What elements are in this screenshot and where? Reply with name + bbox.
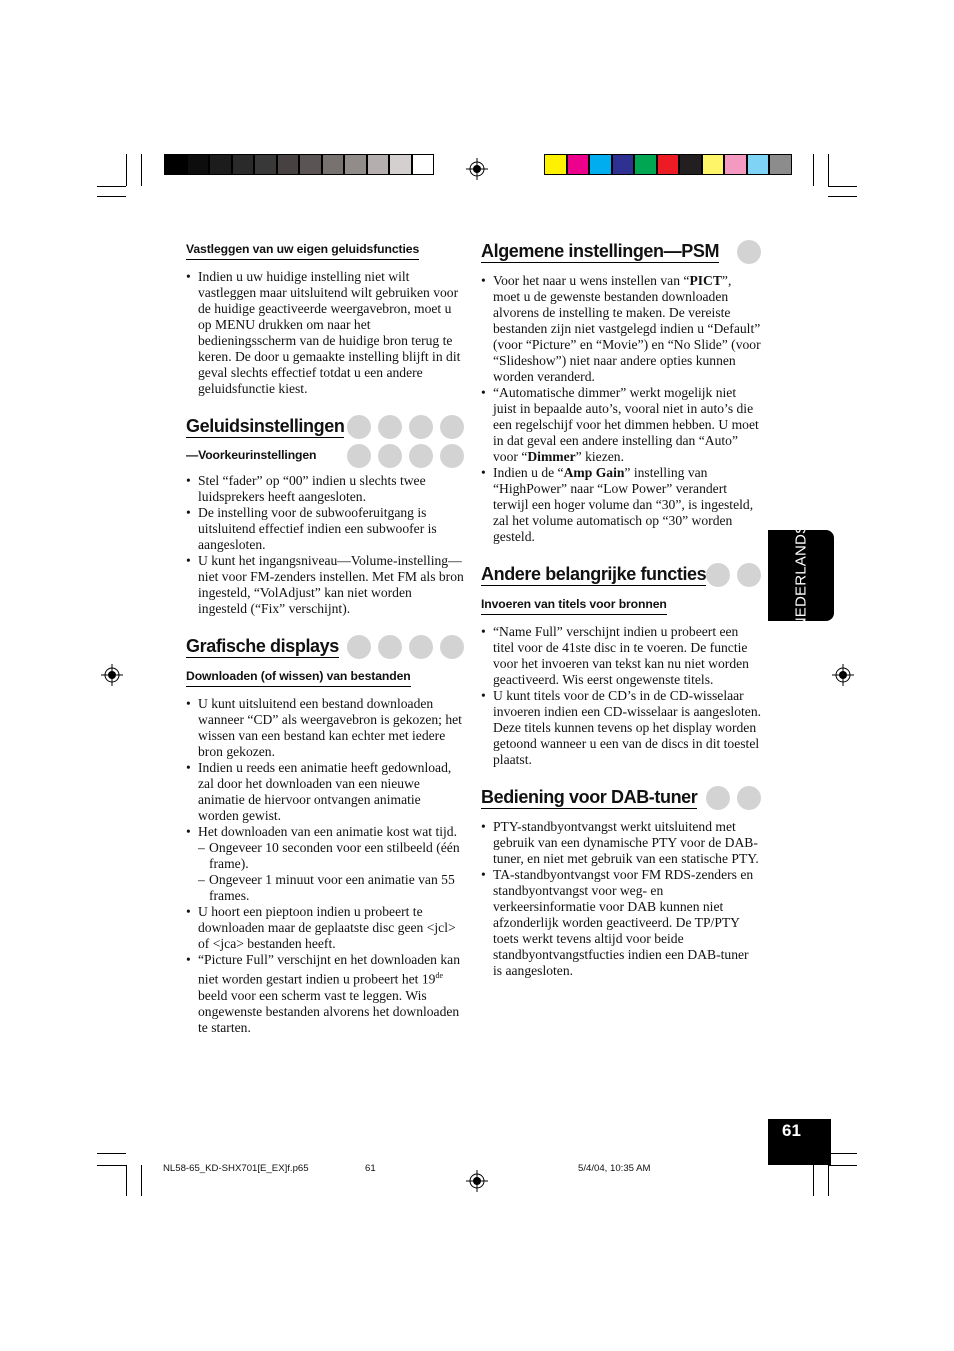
section-dab xyxy=(481,786,761,979)
color-swatch xyxy=(679,154,702,175)
heading-row xyxy=(481,240,761,263)
list-item: – Ongeveer 1 minuut voor een animatie van 55 frames. xyxy=(198,872,464,904)
page-number-box xyxy=(768,1119,831,1165)
decorative-dot xyxy=(409,415,433,439)
section-title-dab: Bediening voor DAB-tuner xyxy=(481,787,698,807)
gray-swatch xyxy=(277,154,300,175)
registration-mark-left xyxy=(101,664,123,686)
list-item: • Voor het naar u wens instellen van “PICT”, moet u de gewenste bestanden downloaden alvorens de instelling te maken. De vereiste bestanden zijn niet vastgelegd indien u “Default” (voor “Picture” en “Movie”) en “No Slide” (voor “Slideshow”) niet naar andere opties kunnen worden veranderd. xyxy=(481,273,761,385)
gray-swatch xyxy=(344,154,367,175)
color-swatch xyxy=(657,154,680,175)
list-item: • U kunt titels voor de CD’s in de CD-wisselaar invoeren indien een CD-wisselaar is aangesloten. Deze titels kunnen tevens op het display worden getoond wanneer u een van de discs in dit toestel plaatst. xyxy=(481,688,761,768)
gray-swatch xyxy=(367,154,390,175)
heading-row xyxy=(186,415,464,438)
decorative-dot xyxy=(440,415,464,439)
list-item: • “Name Full” verschijnt indien u probeert een titel voor de 41ste disc in te voeren. De functie voor het invoeren van tekst kan nu niet worden geactiveerd. Wis eerst ongewenste titels. xyxy=(481,624,761,688)
section-andere xyxy=(481,563,761,768)
decorative-dot xyxy=(440,444,464,468)
decorative-dot xyxy=(347,444,371,468)
footer-page: 61 xyxy=(365,1163,376,1174)
right-column xyxy=(481,240,761,997)
page-number: 61 xyxy=(782,1121,801,1140)
decorative-dots xyxy=(699,563,761,587)
list-item: • De instelling voor de subwooferuitgang is uitsluitend effectief indien een subwoofer is aangesloten. xyxy=(186,505,464,553)
gray-swatch xyxy=(209,154,232,175)
decorative-dots xyxy=(730,240,761,264)
list-item: • Het downloaden van een animatie kost wat tijd. xyxy=(186,824,464,840)
list-item: • “Automatische dimmer” werkt mogelijk niet juist in bepaalde auto’s, vooral niet in auto’s die een regelschijf voor het dimmen hebben. U moet in dat geval een andere instelling dan “Auto” voor “Dimmer” kiezen. xyxy=(481,385,761,465)
list-item: • Indien u de “Amp Gain” instelling van “HighPower” naar “Low Power” verandert terwijl een hoger volume dan “30”, is ingesteld, zal het volume automatisch op “30” worden gesteld. xyxy=(481,465,761,545)
footer-filename: NL58-65_KD-SHX701[E_EX]f.p65 xyxy=(163,1163,309,1174)
list-item: • Stel “fader” op “00” indien u slechts twee luidsprekers heeft aangesloten. xyxy=(186,473,464,505)
registration-mark-top xyxy=(466,158,488,180)
decorative-dots xyxy=(699,786,761,810)
gray-swatch xyxy=(187,154,210,175)
bullet-list xyxy=(186,952,464,1036)
decorative-dot xyxy=(409,635,433,659)
color-swatch xyxy=(702,154,725,175)
subheading-own-sound: Vastleggen van uw eigen geluidsfuncties xyxy=(186,241,419,260)
language-tab xyxy=(768,523,834,628)
decorative-dots xyxy=(340,444,464,468)
subheading-row xyxy=(186,444,464,465)
decorative-dot xyxy=(737,786,761,810)
bullet-list xyxy=(481,624,761,768)
bullet-list xyxy=(186,269,464,397)
gray-swatch xyxy=(389,154,412,175)
decorative-dot xyxy=(409,444,433,468)
color-swatch xyxy=(567,154,590,175)
decorative-dot xyxy=(440,635,464,659)
list-item: • U kunt het ingangsniveau—Volume-instelling—niet voor FM-zenders instellen. Met FM als bron ingesteld, “VolAdjust” kan niet worden ingesteld (“Fix” verschijnt). xyxy=(186,553,464,617)
decorative-dots xyxy=(340,635,464,659)
section-geluid xyxy=(186,415,464,617)
registration-mark-right xyxy=(832,664,854,686)
decorative-dot xyxy=(378,444,402,468)
subheading-titels: Invoeren van titels voor bronnen xyxy=(481,596,667,615)
color-swatch xyxy=(544,154,567,175)
section-grafisch xyxy=(186,635,464,1036)
list-item: – Ongeveer 10 seconden voor een stilbeeld (één frame). xyxy=(198,840,464,872)
decorative-dot xyxy=(737,563,761,587)
color-swatch xyxy=(634,154,657,175)
gray-swatch xyxy=(254,154,277,175)
section-psm xyxy=(481,240,761,545)
section-own-sound xyxy=(186,241,464,397)
subheading-voorkeur: —Voorkeurinstellingen xyxy=(186,448,317,462)
bullet-list xyxy=(186,904,464,952)
decorative-dot xyxy=(378,415,402,439)
list-item: • PTY-standbyontvangst werkt uitsluitend met gebruik van een dynamische PTY voor de DAB-tuner, en niet met gebruik van een statische PTY. xyxy=(481,819,761,867)
heading-row xyxy=(481,563,761,586)
gray-swatch xyxy=(164,154,187,175)
list-item: • “Picture Full” verschijnt en het downloaden kan niet worden gestart indien u probeert het 19de beeld voor een scherm vast te leggen. Wis ongewenste bestanden alvorens het downloaden te starten. xyxy=(186,952,464,1036)
gray-swatch xyxy=(299,154,322,175)
decorative-dot xyxy=(737,240,761,264)
color-swatch xyxy=(769,154,792,175)
decorative-dots xyxy=(340,415,464,439)
bullet-list xyxy=(186,473,464,617)
decorative-dot xyxy=(706,563,730,587)
gray-swatch xyxy=(232,154,255,175)
left-column xyxy=(186,241,464,1054)
list-item: • U kunt uitsluitend een bestand downloaden wanneer “CD” als weergavebron is gekozen; het wissen van een bestand kan echter met iedere bron gekozen. xyxy=(186,696,464,760)
gray-swatch xyxy=(412,154,435,175)
decorative-dot xyxy=(347,635,371,659)
bullet-list xyxy=(481,273,761,545)
heading-row xyxy=(481,786,761,809)
bullet-list xyxy=(481,819,761,979)
heading-row xyxy=(186,635,464,658)
decorative-dot xyxy=(706,786,730,810)
footer-date: 5/4/04, 10:35 AM xyxy=(578,1163,651,1174)
dash-list xyxy=(198,840,464,904)
decorative-dot xyxy=(347,415,371,439)
section-title-psm: Algemene instellingen—PSM xyxy=(481,241,720,261)
language-tab-label: NEDERLANDS xyxy=(792,523,810,628)
section-title-andere: Andere belangrijke functies xyxy=(481,564,707,584)
gray-swatch xyxy=(322,154,345,175)
color-swatch xyxy=(612,154,635,175)
registration-mark-bottom xyxy=(466,1170,488,1192)
section-title-geluid: Geluidsinstellingen xyxy=(186,416,345,436)
color-swatch xyxy=(747,154,770,175)
subheading-downloaden: Downloaden (of wissen) van bestanden xyxy=(186,668,411,687)
color-swatch xyxy=(589,154,612,175)
list-item: • U hoort een pieptoon indien u probeert te downloaden maar de geplaatste disc geen <jcl> of <jca> bestanden heeft. xyxy=(186,904,464,952)
color-swatch xyxy=(724,154,747,175)
list-item: • TA-standbyontvangst voor FM RDS-zenders en standbyontvangst voor weg- en verkeersinformatie voor DAB kunnen niet afzonderlijk worden geactiveerd. De TP/PTY toets werkt tevens altijd voor beide standbyontvangstfucties indien een DAB-tuner is aangesloten. xyxy=(481,867,761,979)
decorative-dot xyxy=(378,635,402,659)
bullet-list xyxy=(186,696,464,840)
list-item: • Indien u uw huidige instelling niet wilt vastleggen maar uitsluitend wilt gebruiken voor de huidige geactiveerde weergavebron, moet u op MENU drukken om naar het bedieningsscherm van de huidige bron terug te keren. De door u gemaakte instelling blijft in dit geval slechts effectief totdat u een andere geluidsfunctie kiest. xyxy=(186,269,464,397)
list-item: • Indien u reeds een animatie heeft gedownload, zal door het downloaden van een nieuwe animatie de hiervoor ontvangen animatie worden gewist. xyxy=(186,760,464,824)
section-title-grafisch: Grafische displays xyxy=(186,636,339,656)
